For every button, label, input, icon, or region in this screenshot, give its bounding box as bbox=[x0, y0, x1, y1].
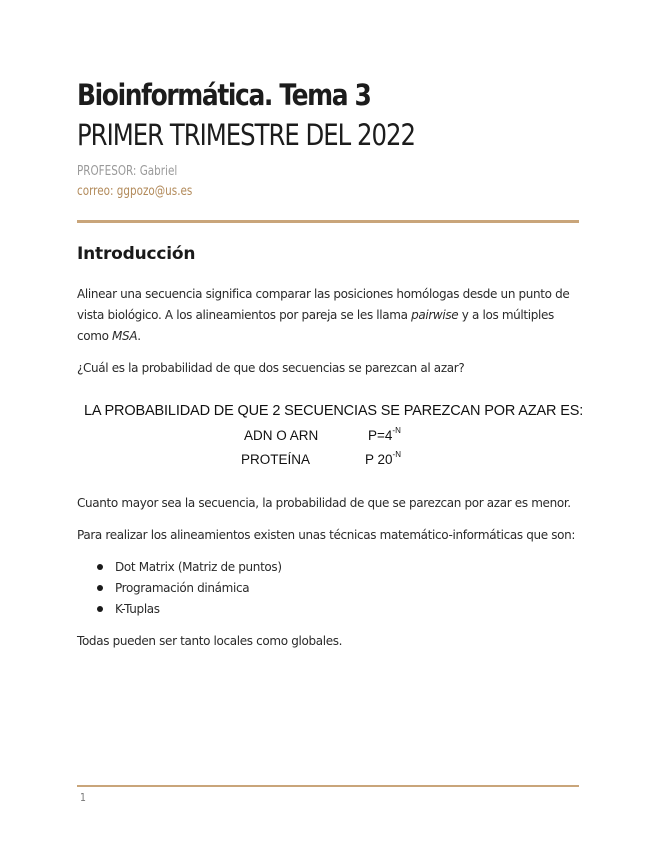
intro-text-2: y a los múltiples como bbox=[77, 308, 554, 343]
document-title: Bioinformática. Tema 3 bbox=[77, 78, 371, 112]
row1-formula-exponent: -N bbox=[392, 426, 401, 435]
figure-row1-formula bbox=[368, 428, 401, 443]
question-paragraph: ¿Cuál es la probabilidad de que dos secuencias se parezcan al azar? bbox=[77, 361, 465, 375]
list-item-label: Programación dinámica bbox=[115, 581, 250, 595]
header-divider bbox=[77, 220, 579, 223]
row1-formula-base: P=4 bbox=[368, 428, 393, 443]
bullet-icon bbox=[97, 564, 103, 570]
figure-row2-formula bbox=[365, 452, 401, 467]
closing-paragraph: Todas pueden ser tanto locales como globales. bbox=[77, 634, 343, 648]
list-item bbox=[77, 557, 282, 578]
list-item bbox=[77, 578, 282, 599]
page-number: 1 bbox=[80, 791, 86, 804]
row2-formula-base: P 20 bbox=[365, 452, 393, 467]
intro-text-1: Alinear una secuencia significa comparar las posiciones homólogas desde un punto de vista biológico. A los alineamientos por pareja se les llama bbox=[77, 287, 570, 322]
bullet-icon bbox=[97, 585, 103, 591]
pairwise-term: pairwise bbox=[411, 308, 459, 322]
msa-term: MSA bbox=[112, 329, 138, 343]
footer-divider bbox=[77, 785, 579, 787]
bullet-icon bbox=[97, 606, 103, 612]
list-item-label: K-Tuplas bbox=[115, 602, 160, 616]
section-heading: Introducción bbox=[77, 244, 196, 264]
document-subtitle: PRIMER TRIMESTRE DEL 2022 bbox=[77, 118, 415, 152]
figure-row1-label: ADN O ARN bbox=[244, 428, 319, 443]
figure-row2-label: PROTEÍNA bbox=[241, 452, 311, 467]
row2-formula-exponent: -N bbox=[392, 450, 401, 459]
probability-figure bbox=[77, 400, 584, 475]
professor-label: PROFESOR: Gabriel bbox=[77, 164, 178, 179]
length-paragraph: Cuanto mayor sea la secuencia, la probabilidad de que se parezcan por azar es menor. bbox=[77, 496, 571, 510]
techniques-list bbox=[77, 557, 282, 620]
techniques-intro-paragraph: Para realizar los alineamientos existen unas técnicas matemático-informáticas que son: bbox=[77, 528, 576, 542]
email-label: correo: ggpozo@us.es bbox=[77, 184, 193, 199]
list-item bbox=[77, 599, 282, 620]
list-item-label: Dot Matrix (Matriz de puntos) bbox=[115, 560, 282, 574]
intro-paragraph bbox=[77, 284, 577, 347]
figure-title: LA PROBABILIDAD DE QUE 2 SECUENCIAS SE PAREZCAN POR AZAR ES: bbox=[84, 403, 584, 419]
intro-text-end: . bbox=[137, 329, 141, 343]
